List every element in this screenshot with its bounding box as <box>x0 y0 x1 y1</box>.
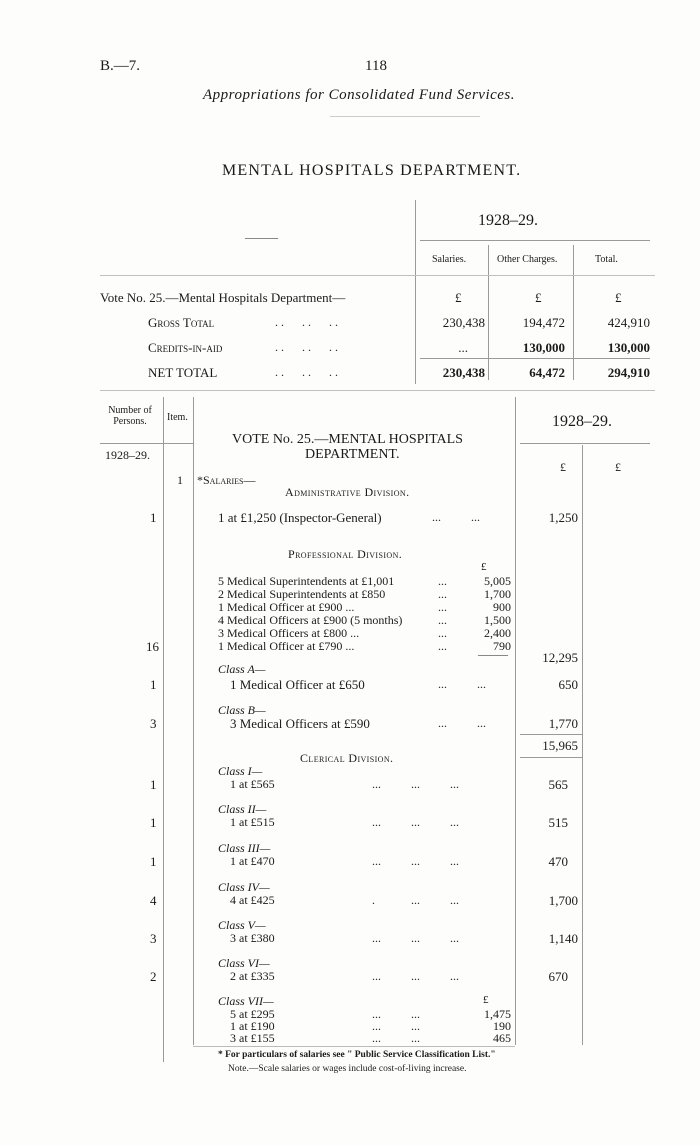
net-total-dots: . . . . . . <box>275 365 338 379</box>
department-title: MENTAL HOSPITALS DEPARTMENT. <box>222 162 522 179</box>
pound-total: £ <box>615 290 622 305</box>
class-a-count: 1 <box>150 677 157 692</box>
page-reference: B.—7. <box>100 58 141 74</box>
class-a-amount: 650 <box>558 677 578 692</box>
class-iii-label: Class III— <box>218 841 271 855</box>
prof-sub-2: 1,700 <box>484 587 511 601</box>
summary-year: 1928–29. <box>478 212 538 229</box>
net-total-salaries: 230,438 <box>442 365 485 380</box>
class-b-line: 3 Medical Officers at £590 <box>230 716 370 731</box>
class-i-line: 1 at £565 <box>230 777 275 791</box>
col-total: Total. <box>595 254 618 265</box>
prof-line-3: 1 Medical Officer at £900 ... <box>218 600 355 614</box>
administrative-heading: Administrative Division. <box>285 485 410 499</box>
class-vii-dots-2: ... ... <box>372 1019 420 1033</box>
clerical-heading: Clerical Division. <box>300 751 394 765</box>
gross-total-total: 424,910 <box>607 315 650 330</box>
prof-line-4: 4 Medical Officers at £900 (5 months) <box>218 613 403 627</box>
prof-sub-6: 790 <box>493 639 511 653</box>
subtotal-amount: 15,965 <box>542 738 578 753</box>
class-iii-line: 1 at £470 <box>230 854 275 868</box>
class-b-label: Class B— <box>218 703 266 717</box>
net-total-label: NET TOTAL <box>148 365 218 380</box>
admin-count: 1 <box>150 510 157 525</box>
credits-salaries: ... <box>458 340 468 355</box>
prof-line-6: 1 Medical Officer at £790 ... <box>218 639 355 653</box>
class-b-amount: 1,770 <box>548 716 578 731</box>
admin-line: 1 at £1,250 (Inspector-General) <box>218 510 382 525</box>
class-a-line: 1 Medical Officer at £650 <box>230 677 365 692</box>
class-v-line: 3 at £380 <box>230 931 275 945</box>
prof-sub-4: 1,500 <box>484 613 511 627</box>
class-v-amount: 1,140 <box>548 931 578 946</box>
class-vii-sub-2: 190 <box>493 1019 511 1033</box>
credits-dots: . . . . . . <box>275 340 338 354</box>
class-iii-dots: ... ... ... <box>372 854 459 868</box>
class-vi-count: 2 <box>150 969 157 984</box>
class-ii-amount: 515 <box>548 815 568 830</box>
class-vii-dots-3: ... ... <box>372 1031 420 1045</box>
class-b-dots: ... ... <box>438 716 486 730</box>
credits-label: Credits-in-aid <box>148 340 223 355</box>
class-vii-sub-1: 1,475 <box>484 1007 511 1021</box>
class-vii-line-1: 5 at £295 <box>230 1007 275 1021</box>
class-vii-pound: £ <box>483 994 489 1006</box>
item-number: 1 <box>177 473 183 487</box>
class-vii-line-3: 3 at £155 <box>230 1031 275 1045</box>
credits-total: 130,000 <box>607 340 650 355</box>
prof-sub-5: 2,400 <box>484 626 511 640</box>
header-rule <box>330 116 480 117</box>
col-item: Item. <box>167 412 188 423</box>
prof-dots-6: ... <box>438 639 447 653</box>
prof-line-2: 2 Medical Superintendents at £850 <box>218 587 386 601</box>
class-ii-line: 1 at £515 <box>230 815 275 829</box>
net-total-total: 294,910 <box>607 365 650 380</box>
prof-line-5: 3 Medical Officers at £800 ... <box>218 626 360 640</box>
class-v-dots: ... ... ... <box>372 931 459 945</box>
class-iv-count: 4 <box>150 893 157 908</box>
col-salaries: Salaries. <box>432 254 467 265</box>
class-vii-sub-3: 465 <box>493 1031 511 1045</box>
prof-count: 16 <box>146 639 159 654</box>
footnote-note: Note.—Scale salaries or wages include cost-of-living increase. <box>228 1064 467 1074</box>
detail-year-left: 1928–29. <box>105 448 150 462</box>
class-iv-line: 4 at £425 <box>230 893 275 907</box>
class-v-count: 3 <box>150 931 157 946</box>
prof-line-1: 5 Medical Superintendents at £1,001 <box>218 574 395 588</box>
prof-sub-3: 900 <box>493 600 511 614</box>
class-vi-line: 2 at £335 <box>230 969 275 983</box>
class-i-count: 1 <box>150 777 157 792</box>
prof-dots-3: ... <box>438 600 447 614</box>
class-vii-dots-1: ... ... <box>372 1007 420 1021</box>
class-vii-line-2: 1 at £190 <box>230 1019 275 1033</box>
detail-pound-2: £ <box>615 460 621 474</box>
class-iii-count: 1 <box>150 854 157 869</box>
prof-dots-1: ... <box>438 574 447 588</box>
gross-total-salaries: 230,438 <box>442 315 485 330</box>
pound-other: £ <box>535 290 542 305</box>
prof-sub-1: 5,005 <box>484 574 511 588</box>
page-number: 118 <box>365 58 387 74</box>
class-i-label: Class I— <box>218 764 263 778</box>
net-total-other: 64,472 <box>529 365 565 380</box>
professional-heading: Professional Division. <box>288 547 403 561</box>
pound-salaries: £ <box>455 290 462 305</box>
class-vi-amount: 670 <box>548 969 568 984</box>
class-vii-label: Class VII— <box>218 994 274 1008</box>
col-other-charges: Other Charges. <box>497 254 558 265</box>
class-i-dots: ... ... ... <box>372 777 459 791</box>
vote-line: Vote No. 25.—Mental Hospitals Department— <box>100 290 346 305</box>
class-iv-dots: . ... ... <box>372 893 459 907</box>
gross-total-dots: . . . . . . <box>275 315 338 329</box>
vote-title-line1: VOTE No. 25.—MENTAL HOSPITALS <box>232 432 463 447</box>
col-number-of-persons: Number of Persons. <box>108 405 152 427</box>
class-ii-label: Class II— <box>218 802 267 816</box>
summary-dash: ——— <box>245 232 278 244</box>
prof-rule: ——— <box>478 650 508 661</box>
prof-dots-4: ... <box>438 613 447 627</box>
admin-amount: 1,250 <box>548 510 578 525</box>
prof-dots-2: ... <box>438 587 447 601</box>
class-vi-label: Class VI— <box>218 956 270 970</box>
admin-dots: ... ... <box>432 510 480 524</box>
prof-dots-5: ... <box>438 626 447 640</box>
class-i-amount: 565 <box>548 777 568 792</box>
class-a-label: Class A— <box>218 662 266 676</box>
footnote-classification: * For particulars of salaries see " Public Service Classification List." <box>218 1050 496 1060</box>
salaries-heading: *Salaries— <box>197 473 256 487</box>
detail-pound-1: £ <box>560 460 566 474</box>
class-iv-amount: 1,700 <box>548 893 578 908</box>
credits-other: 130,000 <box>522 340 565 355</box>
class-b-count: 3 <box>150 716 157 731</box>
class-iv-label: Class IV— <box>218 880 270 894</box>
prof-total: 12,295 <box>542 650 578 665</box>
class-ii-count: 1 <box>150 815 157 830</box>
detail-year-right: 1928–29. <box>552 413 612 430</box>
class-v-label: Class V— <box>218 918 266 932</box>
running-title: Appropriations for Consolidated Fund Services. <box>203 87 516 103</box>
prof-pound: £ <box>481 561 487 573</box>
gross-total-other: 194,472 <box>522 315 565 330</box>
class-a-dots: ... ... <box>438 677 486 691</box>
class-vi-dots: ... ... ... <box>372 969 459 983</box>
class-iii-amount: 470 <box>548 854 568 869</box>
vote-title-line2: DEPARTMENT. <box>305 447 400 462</box>
class-ii-dots: ... ... ... <box>372 815 459 829</box>
gross-total-label: Gross Total <box>148 315 215 330</box>
